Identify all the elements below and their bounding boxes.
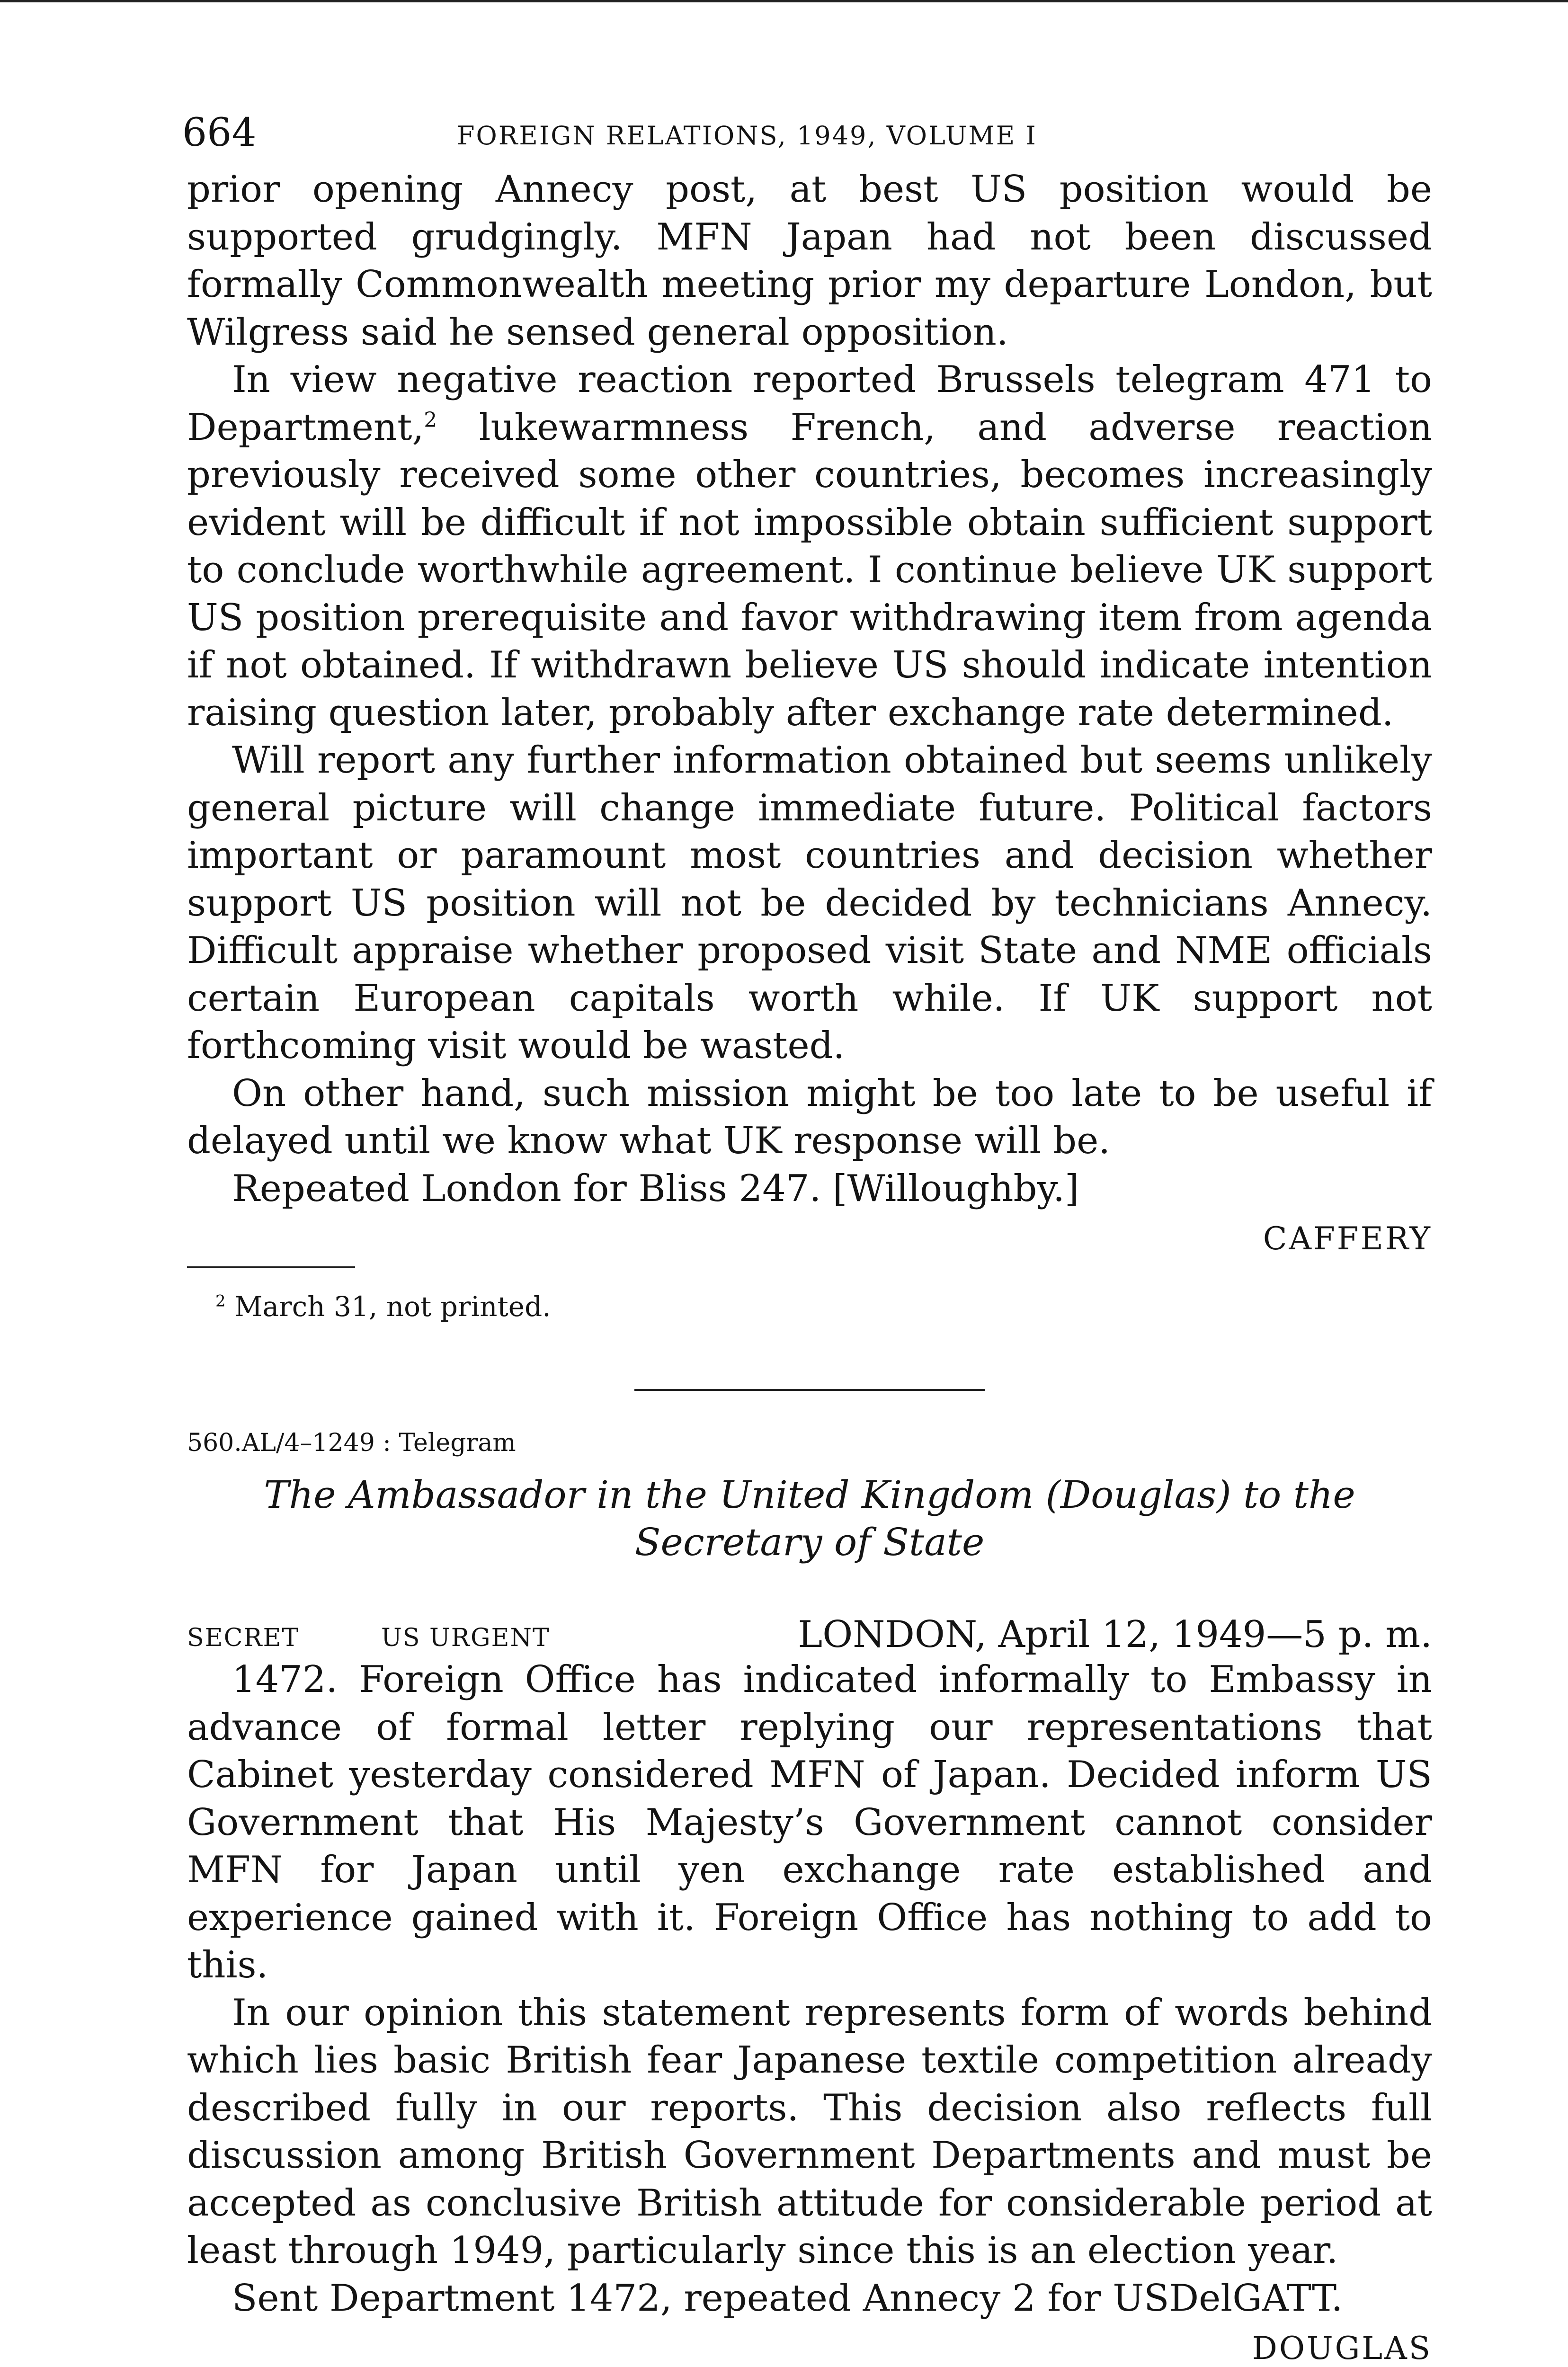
paragraph: Sent Department 1472, repeated Annecy 2 for USDelGATT. [232, 2277, 1343, 2320]
footnote-number: 2 [215, 1291, 226, 1311]
paragraph: prior opening Annecy post, at best US position would be supported grudgingly. MFN Japan had not been discussed formally Commonwealth meeting prior my departure London, but Wilgress said he sensed general opposition. [187, 168, 1432, 354]
dateline-row [187, 1609, 1432, 1656]
page-header [182, 110, 1432, 166]
paragraph: In our opinion this statement represents form of words behind which lies basic British fear Japanese textile competition already described fully in our reports. This decision also reflects full discussion among British Government Departments and must be accepted as conclusive British attitude for considerable period at least through 1949, particularly since this is an election year. [187, 1991, 1432, 2272]
paragraph: On other hand, such mission might be too late to be useful if delayed until we know what UK response will be. [187, 1072, 1432, 1162]
document-page [182, 110, 1432, 2367]
dateline: LONDON, April 12, 1949—5 p. m. [798, 1613, 1432, 1656]
footnote-divider [187, 1266, 355, 1268]
section-1-body [187, 166, 1432, 1212]
footnote-marker: 2 [424, 408, 437, 432]
section-2-body [187, 1656, 1432, 2322]
priority-label: US URGENT [381, 1624, 550, 1652]
signature-caffery: CAFFERY [1263, 1220, 1432, 1257]
paragraph: 1472. Foreign Office has indicated informally to Embassy in advance of formal letter replying our representations that Cabinet yesterday considered MFN of Japan. Decided inform US Government that His Majesty’s Government cannot consider MFN for Japan until yen exchange rate established and experience gained with it. Foreign Office has nothing to add to this. [187, 1658, 1432, 1986]
top-border-line [0, 0, 1568, 2]
signature-douglas: DOUGLAS [1252, 2330, 1432, 2367]
document-reference: 560.AL/4–1249 : Telegram [187, 1429, 516, 1457]
footnote [215, 1290, 1432, 1323]
paragraph-text: In view negative reaction reported Brussels telegram 471 to Department, [187, 358, 1432, 449]
paragraph-text: lukewarmness French, and adverse reaction previously received some other countries, becomes increasingly evident will be difficult if not impossible obtain sufficient support to conclude worthwhile agreement. I continue believe UK support US position prerequisite and favor withdrawing item from agenda if not obtained. If withdrawn believe US should indicate intention raising question later, probably after exchange rate determined. [187, 406, 1432, 734]
section-divider [634, 1389, 985, 1391]
running-head: FOREIGN RELATIONS, 1949, VOLUME I [457, 121, 1037, 151]
classification-label: SECRET [187, 1624, 300, 1652]
paragraph [187, 356, 1432, 737]
paragraph: Repeated London for Bliss 247. [Willoughby.] [232, 1167, 1079, 1210]
page-number: 664 [182, 110, 257, 155]
paragraph: Will report any further information obtained but seems unlikely general picture will change immediate future. Political factors important or paramount most countries and decision whether support US position will not be decided by technicians Annecy. Difficult appraise whether proposed visit State and NME officials certain European capitals worth while. If UK support not forthcoming visit would be wasted. [187, 739, 1432, 1067]
footnote-text: March 31, not printed. [225, 1290, 551, 1323]
document-title: The Ambassador in the United Kingdom (Douglas) to the Secretary of State [264, 1473, 1355, 1564]
